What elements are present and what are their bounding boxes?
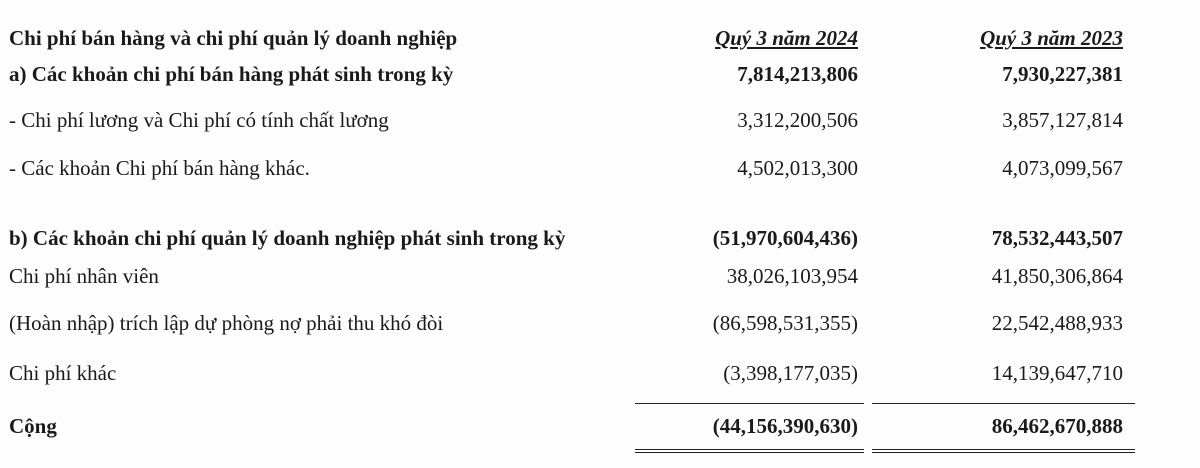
total-label: Cộng — [9, 414, 57, 438]
table-row — [0, 264, 1200, 292]
table-row — [0, 311, 1200, 339]
row-label: (Hoàn nhập) trích lập dự phòng nợ phải thu khó đòi — [9, 311, 444, 335]
value-2023: 22,542,488,933 — [991, 311, 1123, 335]
value-2024: 7,814,213,806 — [737, 62, 858, 86]
value-2023: 78,532,443,507 — [991, 226, 1123, 250]
value-2024: (86,598,531,355) — [712, 311, 858, 335]
row-label: - Chi phí lương và Chi phí có tính chất lương — [9, 108, 389, 132]
double-underline-2023 — [872, 449, 1135, 453]
subtotal-line-2024 — [635, 403, 864, 404]
total-row — [0, 414, 1200, 442]
table-row — [0, 108, 1200, 136]
subtotal-line-2023 — [872, 403, 1135, 404]
double-underline-2024 — [635, 449, 864, 453]
value-2023: 3,857,127,814 — [1002, 108, 1123, 132]
column-header-2023: Quý 3 năm 2023 — [980, 26, 1123, 50]
value-2024: (51,970,604,436) — [712, 226, 858, 250]
row-label: - Các khoản Chi phí bán hàng khác. — [9, 156, 310, 180]
total-2023: 86,462,670,888 — [991, 414, 1123, 438]
value-2024: 4,502,013,300 — [737, 156, 858, 180]
row-label: Chi phí khác — [9, 361, 117, 385]
value-2023: 41,850,306,864 — [991, 264, 1123, 288]
table-title: Chi phí bán hàng và chi phí quản lý doanh nghiệp — [9, 26, 458, 50]
value-2023: 4,073,099,567 — [1002, 156, 1123, 180]
table-row — [0, 361, 1200, 389]
table-row — [0, 226, 1200, 254]
column-header-2024: Quý 3 năm 2024 — [715, 26, 858, 50]
row-label: b) Các khoản chi phí quản lý doanh nghiệp phát sinh trong kỳ — [9, 226, 566, 250]
value-2024: (3,398,177,035) — [723, 361, 858, 385]
value-2024: 3,312,200,506 — [737, 108, 858, 132]
table-header — [0, 26, 1200, 54]
value-2023: 14,139,647,710 — [991, 361, 1123, 385]
table-row — [0, 156, 1200, 184]
value-2023: 7,930,227,381 — [1002, 62, 1123, 86]
row-label: Chi phí nhân viên — [9, 264, 159, 288]
total-2024: (44,156,390,630) — [712, 414, 858, 438]
value-2024: 38,026,103,954 — [726, 264, 858, 288]
table-row — [0, 62, 1200, 90]
row-label: a) Các khoản chi phí bán hàng phát sinh trong kỳ — [9, 62, 454, 86]
